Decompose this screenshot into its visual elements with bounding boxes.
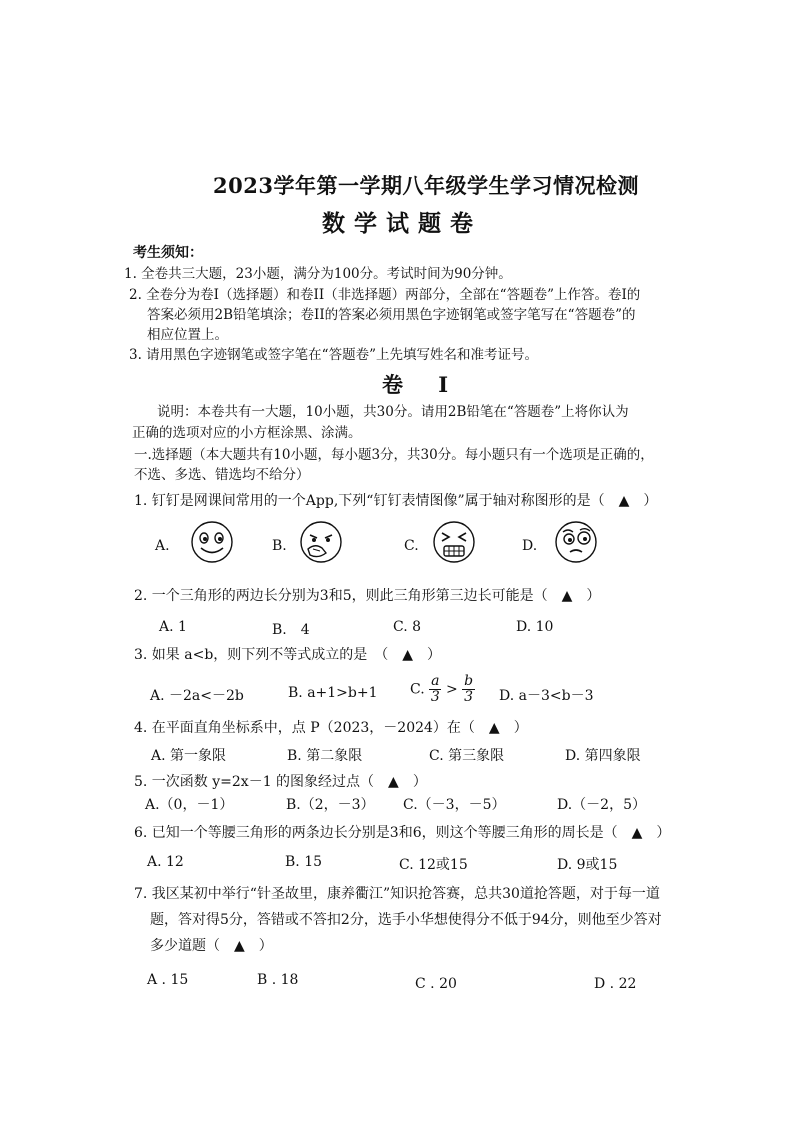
q5-option-c: C.（－3，－5） [403,797,506,813]
q4-option-d: D. 第四象限 [565,748,641,764]
q2-option-a: A. 1 [159,619,187,635]
section-title: 卷 I [382,372,463,397]
q3-option-c-label: C. [410,681,425,698]
q4-option-b: B. 第二象限 [287,748,363,764]
question-4-stem: 4. 在平面直角坐标系中，点 P（2023，－2024）在（ ▲ ） [134,720,528,736]
fraction-numerator: b [464,673,474,689]
q7-option-b: B . 18 [257,972,299,988]
q7-option-c: C . 20 [415,976,457,992]
fraction-denominator: 3 [464,689,474,705]
part-heading: 不选、多选、错选均不给分） [134,467,310,483]
question-5-stem: 5. 一次函数 y=2x－1 的图象经过点（ ▲ ） [134,774,427,790]
question-6-stem: 6. 已知一个等腰三角形的两条边长分别是3和6，则这个等腰三角形的周长是（ ▲ ） [134,825,671,841]
q5-option-b: B.（2，－3） [286,797,375,813]
notice-item: 2. 全卷分为卷I（选择题）和卷II（非选择题）两部分，全部在“答题卷”上作答。卷I的 [129,287,641,303]
question-7-line: 7. 我区某初中举行“针圣故里，康养衢江”知识抢答赛，总共30道抢答题，对于每一道 [134,886,660,902]
q6-option-b: B. 15 [285,854,323,870]
q7-option-d: D . 22 [594,976,637,992]
section-note: 正确的选项对应的小方框涂黑、涂满。 [132,425,362,441]
exam-title: 2023学年第一学期八年级学生学习情况检测 [213,173,639,198]
q5-option-a: A.（0，－1） [145,797,234,813]
q6-option-c: C. 12或15 [399,857,468,873]
q6-option-a: A. 12 [147,854,184,870]
covering-face-icon [298,519,344,565]
q3-option-b: B. a+1>b+1 [288,685,378,701]
fraction-numerator: a [431,673,440,689]
notice-item: 相应位置上。 [147,327,228,343]
q3-option-a: A. －2a<－2b [150,688,244,704]
fraction-denominator: 3 [430,689,440,705]
q6-option-d: D. 9或15 [557,857,618,873]
q7-option-a: A . 15 [147,972,189,988]
question-1-stem: 1. 钉钉是网课间常用的一个App,下列“钉钉表情图像”属于轴对称图形的是（ ▲ ） [134,493,658,509]
q3-option-c [410,674,475,705]
q1-option-a: A. [155,538,170,554]
notice-item: 3. 请用黑色字迹钢笔或签字笔在“答题卷”上先填写姓名和准考证号。 [129,347,538,363]
q2-option-d: D. 10 [516,619,554,635]
q1-option-c: C. [404,538,419,554]
exam-subtitle: 数学试题卷 [322,210,482,237]
question-7-line: 多少道题（ ▲ ） [150,938,273,954]
q4-option-c: C. 第三象限 [429,748,505,764]
squinting-face-icon [431,519,477,565]
q2-option-b: B. 4 [272,622,310,638]
greater-than-sign: > [445,681,458,698]
question-2-stem: 2. 一个三角形的两边长分别为3和5，则此三角形第三边长可能是（ ▲ ） [134,588,601,604]
notice-item: 1. 全卷共三大题，23小题，满分为100分。考试时间为90分钟。 [124,266,512,282]
fraction-b-over-3 [462,674,475,705]
question-3-stem: 3. 如果 a<b，则下列不等式成立的是 （ ▲ ） [134,647,442,663]
question-7-line: 题，答对得5分，答错或不答扣2分，选手小华想使得分不低于94分，则他至少答对 [150,912,662,928]
q2-option-c: C. 8 [393,619,422,635]
smiling-face-icon [189,519,235,565]
q1-option-b: B. [272,538,287,554]
confused-face-icon [553,519,599,565]
q5-option-d: D.（－2，5） [557,797,646,813]
q1-option-d: D. [522,538,538,554]
fraction-a-over-3 [429,674,441,705]
q3-option-d: D. a－3<b－3 [499,688,594,704]
part-heading: 一.选择题（本大题共有10小题，每小题3分，共30分。每小题只有一个选项是正确的， [134,447,654,463]
notice-heading: 考生须知： [133,245,203,261]
q4-option-a: A. 第一象限 [151,748,227,764]
section-note: 说明：本卷共有一大题，10小题，共30分。请用2B铅笔在“答题卷”上将你认为 [157,404,629,420]
notice-item: 答案必须用2B铅笔填涂；卷II的答案必须用黑色字迹钢笔或签字笔写在“答题卷”的 [147,307,636,323]
